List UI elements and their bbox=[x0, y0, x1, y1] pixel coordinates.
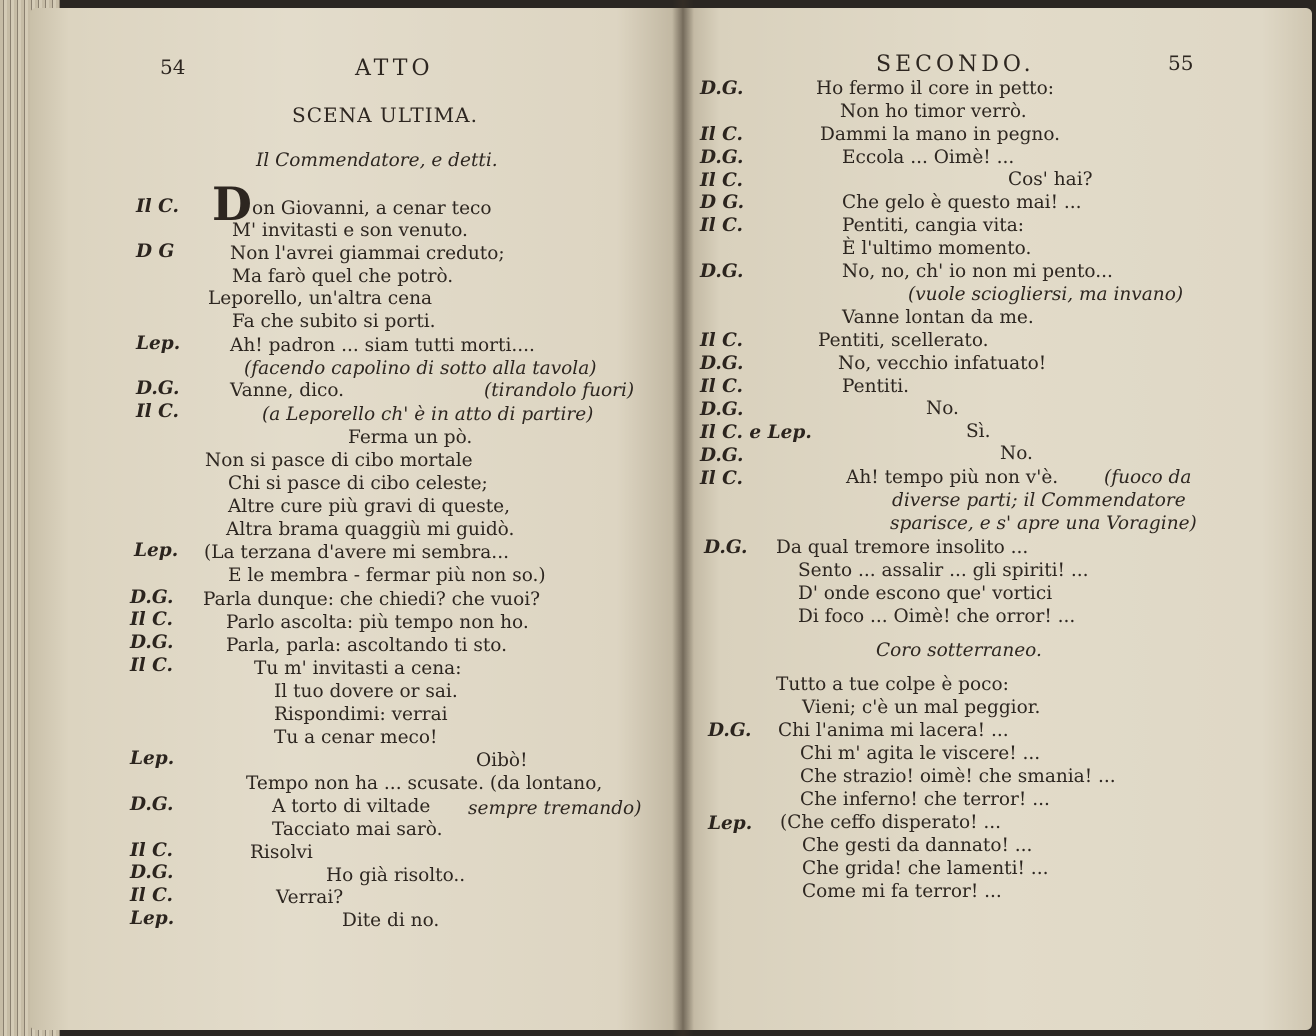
verse-line: Ferma un pò. bbox=[348, 427, 473, 448]
right-running-head: SECONDO. bbox=[876, 52, 1035, 77]
verse-line: No, vecchio infatuato! bbox=[838, 353, 1047, 374]
speaker-tag: Il C. bbox=[136, 401, 179, 422]
speaker-tag: D.G. bbox=[700, 78, 744, 99]
verse-line: D' onde escono que' vortici bbox=[798, 583, 1053, 604]
verse-line: Di foco ... Oimè! che orror! ... bbox=[798, 606, 1076, 627]
verse-line: Da qual tremore insolito ... bbox=[776, 537, 1029, 558]
verse-line: (La terzana d'avere mi sembra... bbox=[204, 542, 509, 563]
verse-line: Tutto a tue colpe è poco: bbox=[776, 674, 1009, 695]
speaker-tag: Il C. bbox=[136, 196, 179, 217]
verse-line: Che gelo è questo mai! ... bbox=[842, 192, 1082, 213]
verse-line: Eccola ... Oimè! ... bbox=[842, 147, 1015, 168]
verse-line: Rispondimi: verrai bbox=[274, 704, 448, 725]
verse-line: M' invitasti e son venuto. bbox=[232, 220, 468, 241]
verse-line: Leporello, un'altra cena bbox=[208, 288, 433, 309]
verse-line: Cos' hai? bbox=[1008, 169, 1093, 190]
speaker-tag: D.G. bbox=[130, 862, 174, 883]
left-running-head: ATTO bbox=[355, 56, 434, 81]
speaker-tag: Lep. bbox=[708, 813, 753, 834]
verse-line: Ma farò quel che potrò. bbox=[232, 266, 454, 287]
speaker-tag: Il C. bbox=[700, 170, 743, 191]
verse-line: Dite di no. bbox=[342, 910, 440, 931]
right-page-number: 55 bbox=[1168, 51, 1194, 75]
verse-line: Pentiti, scellerato. bbox=[818, 330, 989, 351]
verse-line: Tempo non ha ... scusate. (da lontano, bbox=[246, 773, 603, 794]
speaker-tag: Il C. bbox=[700, 124, 743, 145]
verse-line: A torto di viltade bbox=[272, 796, 431, 817]
left-page-number: 54 bbox=[160, 55, 186, 79]
speaker-tag: D.G. bbox=[700, 147, 744, 168]
verse-line: No, no, ch' io non mi pento... bbox=[842, 261, 1113, 282]
verse-line: Ah! padron ... siam tutti morti.... bbox=[230, 335, 535, 356]
verse-line: (Che ceffo disperato! ... bbox=[780, 812, 1002, 833]
speaker-tag: Lep. bbox=[130, 908, 175, 929]
verse-line: Pentiti. bbox=[842, 376, 910, 397]
speaker-tag: D.G. bbox=[708, 720, 752, 741]
verse-line: Verrai? bbox=[276, 887, 344, 908]
stage-direction: (facendo capolino di sotto alla tavola) bbox=[244, 358, 597, 379]
verse-line: No. bbox=[1000, 443, 1033, 464]
verse-line: Chi m' agita le viscere! ... bbox=[800, 743, 1041, 764]
speaker-tag: D G. bbox=[700, 192, 745, 213]
verse-line: Come mi fa terror! ... bbox=[802, 881, 1002, 902]
verse-line: Fa che subito si porti. bbox=[232, 311, 436, 332]
speaker-tag: D.G. bbox=[130, 632, 174, 653]
verse-line: Vieni; c'è un mal peggior. bbox=[802, 697, 1041, 718]
stage-direction: (tirandolo fuori) bbox=[484, 380, 635, 401]
verse-line: Vanne, dico. bbox=[230, 380, 345, 401]
speaker-tag: Il C. bbox=[130, 655, 173, 676]
stage-direction: diverse parti; il Commendatore bbox=[892, 490, 1186, 511]
speaker-tag: D G bbox=[136, 241, 175, 262]
speaker-tag: D.G. bbox=[130, 587, 174, 608]
verse-line: Tacciato mai sarò. bbox=[272, 819, 443, 840]
verse-line: Ho fermo il core in petto: bbox=[816, 78, 1054, 99]
stage-direction: (a Leporello ch' è in atto di partire) bbox=[262, 404, 594, 425]
speaker-tag: Il C. bbox=[130, 840, 173, 861]
verse-line: È l'ultimo momento. bbox=[842, 238, 1032, 259]
verse-line: Che inferno! che terror! ... bbox=[800, 789, 1050, 810]
speaker-tag: Il C. e Lep. bbox=[700, 422, 812, 443]
verse-line: Tu a cenar meco! bbox=[274, 727, 438, 748]
speaker-tag: Il C. bbox=[700, 376, 743, 397]
verse-line: Parla dunque: che chiedi? che vuoi? bbox=[203, 589, 541, 610]
speaker-tag: D.G. bbox=[700, 261, 744, 282]
verse-line: Sì. bbox=[966, 421, 991, 442]
speaker-tag: Lep. bbox=[136, 333, 181, 354]
verse-line: Vanne lontan da me. bbox=[842, 307, 1034, 328]
speaker-tag: Il C. bbox=[700, 330, 743, 351]
drop-cap: D bbox=[212, 177, 252, 231]
verse-line: Parlo ascolta: più tempo non ho. bbox=[226, 612, 529, 633]
verse-line: Tu m' invitasti a cena: bbox=[254, 658, 462, 679]
verse-line: Non l'avrei giammai creduto; bbox=[230, 243, 505, 264]
verse-line: Chi si pasce di cibo celeste; bbox=[228, 473, 488, 494]
verse-line: Parla, parla: ascoltando ti sto. bbox=[226, 635, 508, 656]
speaker-tag: D.G. bbox=[700, 445, 744, 466]
verse-line: Pentiti, cangia vita: bbox=[842, 215, 1024, 236]
speaker-tag: D.G. bbox=[136, 378, 180, 399]
speaker-tag: D.G. bbox=[700, 399, 744, 420]
verse-line: Il tuo dovere or sai. bbox=[274, 681, 458, 702]
verse-line: Oibò! bbox=[476, 750, 528, 771]
cast-line: Il Commendatore, e detti. bbox=[256, 150, 498, 171]
verse-line: Altre cure più gravi di queste, bbox=[228, 496, 510, 517]
speaker-tag: D.G. bbox=[130, 794, 174, 815]
verse-line: Che grida! che lamenti! ... bbox=[802, 858, 1049, 879]
chorus-heading: Coro sotterraneo. bbox=[876, 640, 1042, 661]
stage-direction: sparisce, e s' apre una Voragine) bbox=[890, 513, 1197, 534]
speaker-tag: Il C. bbox=[130, 885, 173, 906]
verse-line: Chi l'anima mi lacera! ... bbox=[778, 720, 1009, 741]
verse-line: E le membra - fermar più non so.) bbox=[228, 565, 546, 586]
verse-line: No. bbox=[926, 398, 959, 419]
verse-line: Risolvi bbox=[250, 842, 313, 863]
speaker-tag: Il C. bbox=[700, 215, 743, 236]
verse-line: Ah! tempo più non v'è. bbox=[846, 467, 1059, 488]
verse-line: Non ho timor verrò. bbox=[840, 101, 1027, 122]
book-gutter bbox=[672, 0, 694, 1036]
stage-direction: (fuoco da bbox=[1104, 467, 1192, 488]
verse-line: Altra brama quaggiù mi guidò. bbox=[226, 519, 515, 540]
verse-line: Che gesti da dannato! ... bbox=[802, 835, 1033, 856]
verse-line: Sento ... assalir ... gli spiriti! ... bbox=[798, 560, 1089, 581]
scene-title: SCENA ULTIMA. bbox=[292, 103, 478, 127]
verse-line: Dammi la mano in pegno. bbox=[820, 124, 1061, 145]
speaker-tag: D.G. bbox=[704, 537, 748, 558]
speaker-tag: Lep. bbox=[130, 748, 175, 769]
verse-line: on Giovanni, a cenar teco bbox=[252, 198, 492, 219]
speaker-tag: Il C. bbox=[700, 468, 743, 489]
speaker-tag: Lep. bbox=[134, 540, 179, 561]
verse-line: Che strazio! oimè! che smania! ... bbox=[800, 766, 1116, 787]
speaker-tag: D.G. bbox=[700, 353, 744, 374]
verse-line: Non si pasce di cibo mortale bbox=[205, 450, 473, 471]
verse-line: Ho già risolto.. bbox=[326, 865, 466, 886]
stage-direction: sempre tremando) bbox=[468, 798, 642, 819]
stage-direction: (vuole sciogliersi, ma invano) bbox=[908, 284, 1184, 305]
speaker-tag: Il C. bbox=[130, 609, 173, 630]
